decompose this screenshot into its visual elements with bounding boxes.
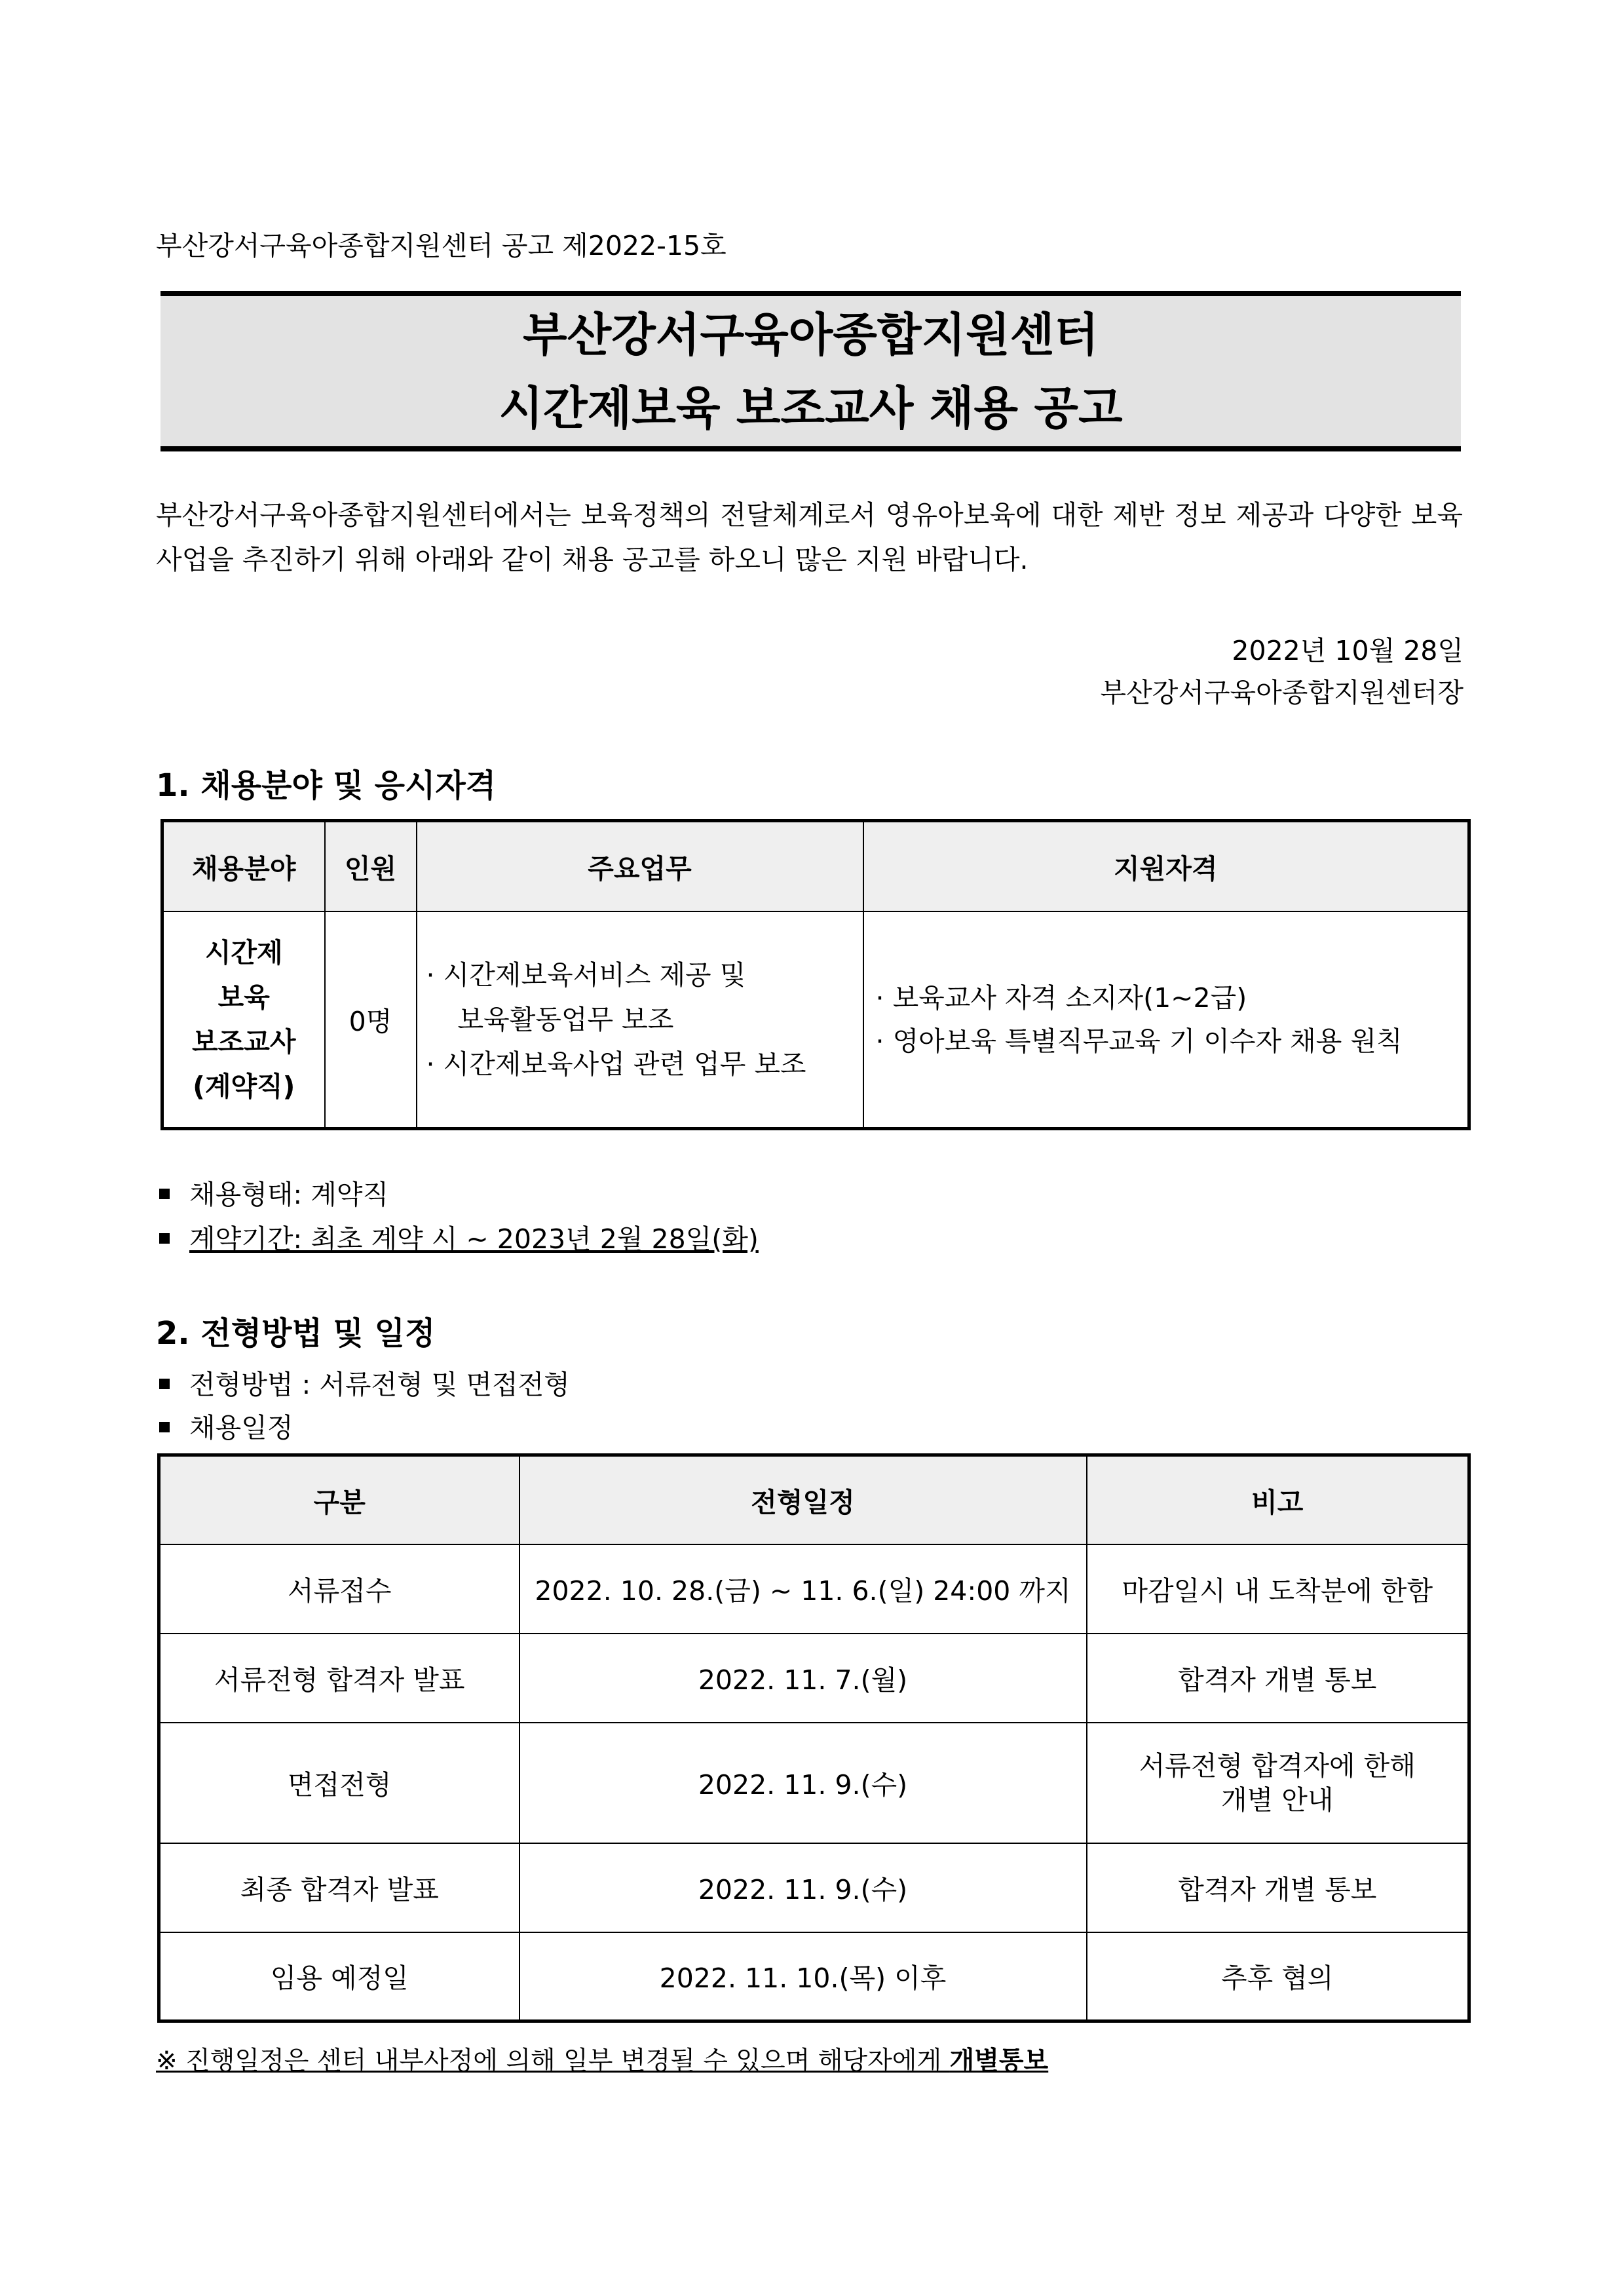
qualification-item: · 영아보육 특별직무교육 기 이수자 채용 원칙 (875, 1025, 1403, 1057)
square-bullet-icon (159, 1422, 170, 1432)
date-cell: 2022. 11. 9.(수) (519, 1723, 1087, 1843)
note-cell: 마감일시 내 도착분에 한함 (1087, 1544, 1469, 1634)
square-bullet-icon (159, 1379, 170, 1389)
header-cell: 전형일정 (519, 1455, 1087, 1544)
title-line-2: 시간제보육 보조교사 채용 공고 (499, 381, 1123, 435)
header-cell: 채용분야 (162, 821, 325, 911)
contract-period-line (159, 1217, 759, 1256)
field-cell (162, 911, 325, 1129)
header-cell: 지원자격 (863, 821, 1469, 911)
stage-cell: 서류전형 합격자 발표 (159, 1634, 519, 1723)
qualification-table (161, 819, 1471, 1130)
intro-paragraph: 부산강서구육아종합지원센터에서는 보육정책의 전달체계로서 영유아보육에 대한 제반 정보 제공과 다양한 보육사업을 추진하기 위해 아래와 같이 채용 공고를 하오니 많은 지원 바랍니다. (156, 499, 1463, 575)
employment-type-line (159, 1173, 388, 1212)
headcount-cell: 0명 (325, 911, 417, 1129)
table-header-row (162, 821, 1469, 911)
field-line: (계약직) (193, 1070, 295, 1102)
notice-date: 2022년 10월 28일 (1232, 635, 1463, 666)
schedule-footnote (156, 2040, 1048, 2077)
date-cell: 2022. 11. 9.(수) (519, 1843, 1087, 1932)
stage-cell: 임용 예정일 (159, 1932, 519, 2021)
note-cell: 합격자 개별 통보 (1087, 1843, 1469, 1932)
stage-cell: 면접전형 (159, 1723, 519, 1843)
square-bullet-icon (159, 1233, 170, 1244)
table-row (159, 1932, 1469, 2021)
stage-cell: 서류접수 (159, 1544, 519, 1634)
table-row (162, 911, 1469, 1129)
duty-item: · 시간제보육서비스 제공 및 (426, 959, 746, 991)
qualification-cell (863, 911, 1469, 1129)
date-cell: 2022. 10. 28.(금) ~ 11. 6.(일) 24:00 까지 (519, 1544, 1087, 1634)
note-line: 서류전형 합격자에 한해 (1139, 1750, 1416, 1782)
note-line: 개별 안내 (1221, 1784, 1334, 1816)
method-line (159, 1363, 570, 1402)
section-1-title: 1. 채용분야 및 응시자격 (156, 767, 497, 804)
title-box (161, 291, 1461, 451)
schedule-label-line (159, 1406, 293, 1445)
table-row (159, 1544, 1469, 1634)
schedule-table (157, 1453, 1471, 2023)
employment-type: 채용형태: 계약직 (189, 1179, 389, 1210)
duty-item: · 시간제보육사업 관련 업무 보조 (426, 1048, 806, 1080)
title-line-1: 부산강서구육아종합지원센터 (522, 307, 1099, 362)
section-2-title: 2. 전형방법 및 일정 (156, 1315, 436, 1352)
footnote-text: ※ 진행일정은 센터 내부사정에 의해 일부 변경될 수 있으며 해당자에게 (156, 2046, 950, 2076)
date-cell: 2022. 11. 7.(월) (519, 1634, 1087, 1723)
table-row (159, 1723, 1469, 1843)
qualification-item: · 보육교사 자격 소지자(1~2급) (875, 982, 1247, 1014)
field-line: 보육 (217, 981, 270, 1013)
date-cell: 2022. 11. 10.(목) 이후 (519, 1932, 1087, 2021)
notice-number: 부산강서구육아종합지원센터 공고 제2022-15호 (156, 230, 727, 261)
table-header-row (159, 1455, 1469, 1544)
table-row (159, 1634, 1469, 1723)
note-cell: 추후 협의 (1087, 1932, 1469, 2021)
header-cell: 인원 (325, 821, 417, 911)
stage-cell: 최종 합격자 발표 (159, 1843, 519, 1932)
square-bullet-icon (159, 1189, 170, 1199)
duty-item-continued: 보육활동업무 보조 (457, 1003, 674, 1035)
header-cell: 주요업무 (417, 821, 863, 911)
note-cell (1087, 1723, 1469, 1843)
field-line: 보조교사 (192, 1025, 296, 1058)
signature: 부산강서구육아종합지원센터장 (1100, 677, 1463, 708)
header-cell: 비고 (1087, 1455, 1469, 1544)
footnote-emphasis: 개별통보 (949, 2046, 1049, 2076)
selection-method: 전형방법 : 서류전형 및 면접전형 (189, 1369, 570, 1400)
header-cell: 구분 (159, 1455, 519, 1544)
table-row (159, 1843, 1469, 1932)
note-cell: 합격자 개별 통보 (1087, 1634, 1469, 1723)
field-line: 시간제 (204, 936, 283, 968)
schedule-label: 채용일정 (189, 1412, 293, 1444)
contract-period: 계약기간: 최초 계약 시 ~ 2023년 2월 28일(화) (189, 1223, 759, 1255)
duties-cell (417, 911, 863, 1129)
